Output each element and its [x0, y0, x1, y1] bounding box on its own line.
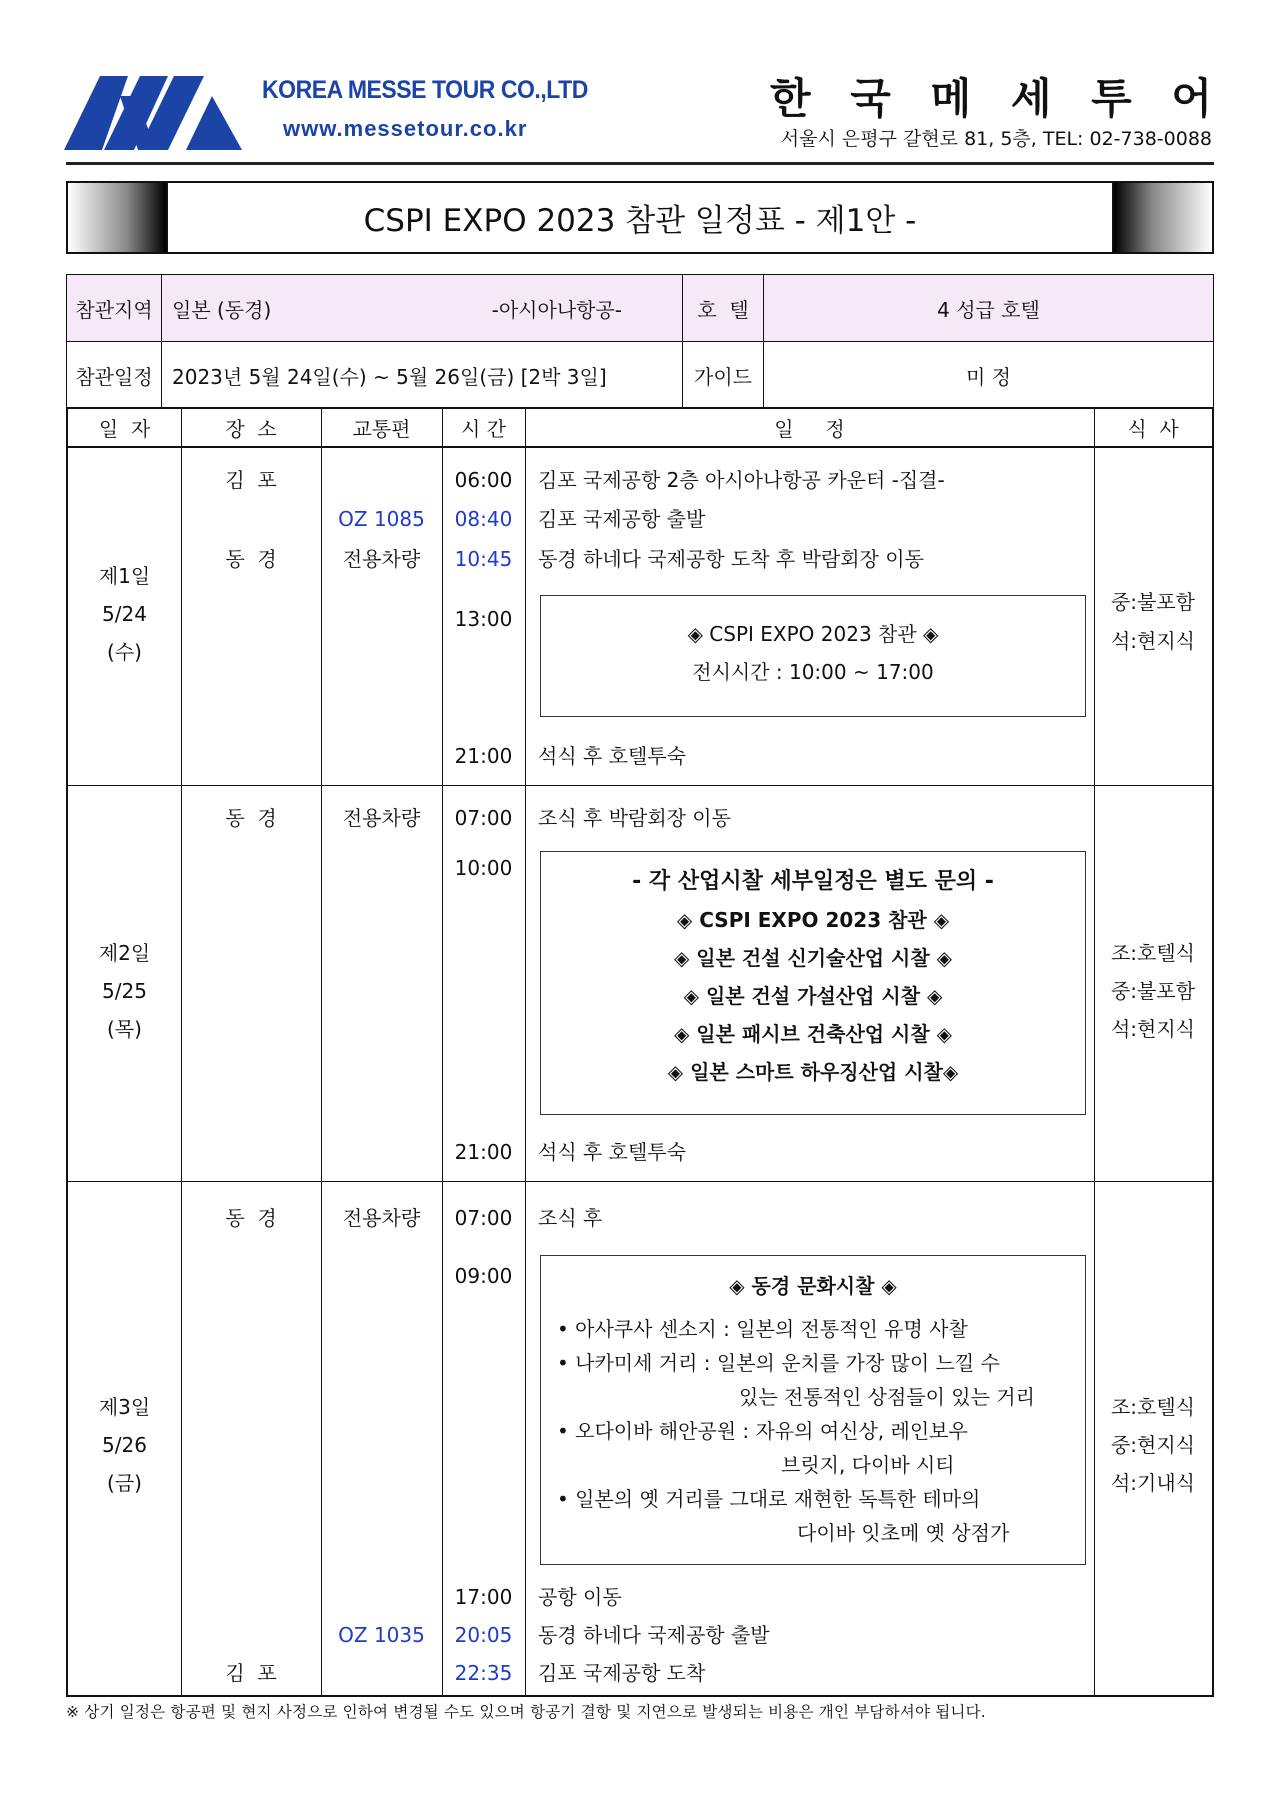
box-heading: ◈ 동경 문화시찰 ◈ — [729, 1274, 897, 1298]
meal: 중:불포함 — [1110, 979, 1196, 1003]
footnote: ※ 상기 일정은 항공편 및 현지 사정으로 인하여 변경될 수도 있으며 항공기 결항 및 지연으로 발생되는 비용은 개인 부담하셔야 됩니다. — [66, 1703, 986, 1721]
place: 동 경 — [225, 547, 277, 571]
bullet-item-continuation: 브릿지, 다이바 시티 — [781, 1453, 955, 1477]
place: 김 포 — [225, 1661, 277, 1685]
region-cell — [162, 275, 683, 342]
highlight-box — [540, 595, 1086, 717]
column-header-schedule: 일 정 — [774, 417, 845, 441]
column-divider — [321, 409, 322, 1695]
box-line: ◈ CSPI EXPO 2023 참관 ◈ — [676, 908, 950, 932]
time: 10:00 — [454, 856, 513, 880]
schedule-item: 석식 후 호텔투숙 — [538, 1140, 686, 1164]
time: 21:00 — [454, 744, 513, 768]
guide-value: 미 정 — [764, 342, 1214, 409]
meal: 중:불포함 — [1110, 590, 1196, 614]
day-divider — [68, 1181, 1212, 1182]
place: 김 포 — [225, 468, 277, 492]
column-header-meals: 식 사 — [1127, 417, 1179, 441]
company-url: www.messetour.co.kr — [283, 116, 528, 141]
day-weekday: (목) — [107, 1017, 142, 1041]
time: 21:00 — [454, 1140, 513, 1164]
airline-value: -아시아나항공- — [491, 297, 622, 322]
box-line: ◈ 일본 건설 신기술산업 시찰 ◈ — [673, 946, 953, 970]
column-header-date: 일 자 — [98, 417, 151, 441]
company-name-char: 한 — [770, 74, 811, 123]
meal: 중:현지식 — [1110, 1433, 1196, 1457]
box-line: ◈ CSPI EXPO 2023 참관 ◈ — [687, 622, 939, 646]
company-name-char: 메 — [930, 74, 972, 123]
day-weekday: (수) — [107, 640, 142, 664]
column-header-transport: 교통편 — [352, 417, 411, 441]
time: 08:40 — [454, 507, 513, 531]
time: 07:00 — [454, 1206, 513, 1230]
box-bullet-list — [557, 1312, 1035, 1550]
meal: 석:현지식 — [1110, 1017, 1196, 1041]
day-label: 제2일 — [98, 941, 151, 965]
meal: 조:호텔식 — [1110, 1395, 1196, 1419]
hotel-label: 호 텔 — [683, 275, 764, 342]
day-date: 5/24 — [102, 602, 147, 626]
bullet-item: • 아사쿠사 센소지 : 일본의 전통적인 유명 사찰 — [557, 1317, 968, 1341]
bullet-item: • 일본의 옛 거리를 그대로 재현한 독특한 테마의 — [557, 1487, 981, 1511]
bullet-item: • 오다이바 해안공원 : 자유의 여신상, 레인보우 — [557, 1419, 968, 1443]
box-heading: - 각 산업시찰 세부일정은 별도 문의 - — [632, 869, 994, 894]
company-logo — [64, 76, 242, 150]
time: 17:00 — [454, 1585, 513, 1609]
schedule-item: 조식 후 — [538, 1206, 603, 1230]
day-date: 5/26 — [102, 1433, 147, 1457]
column-header-place: 장 소 — [225, 417, 277, 441]
guide-label: 가이드 — [683, 342, 764, 409]
box-line: ◈ 일본 건설 가설산업 시찰 ◈ — [683, 984, 943, 1008]
highlight-box — [540, 1255, 1086, 1565]
schedule-table — [66, 407, 1214, 1697]
box-line: ◈ 일본 스마트 하우징산업 시찰◈ — [667, 1060, 959, 1084]
title-gradient-left — [68, 183, 168, 252]
schedule-item: 김포 국제공항 출발 — [538, 507, 706, 531]
company-name-char: 투 — [1091, 74, 1132, 123]
period-value: 2023년 5월 24일(수) ~ 5월 26일(금) [2박 3일] — [162, 342, 683, 409]
time: 20:05 — [454, 1623, 513, 1647]
company-name-char: 어 — [1171, 74, 1212, 123]
region-value: 일본 (동경) — [172, 297, 272, 322]
meal: 조:호텔식 — [1110, 941, 1196, 965]
schedule-item: 조식 후 박람회장 이동 — [538, 806, 731, 830]
place: 동 경 — [225, 806, 277, 830]
company-address: 서울시 은평구 갈현로 81, 5층, TEL: 02-738-0088 — [780, 128, 1212, 150]
period-label: 참관일정 — [67, 342, 162, 409]
transport: 전용차량 — [342, 806, 421, 830]
time: 22:35 — [454, 1661, 513, 1685]
flight-number: OZ 1035 — [338, 1623, 425, 1647]
transport: 전용차량 — [342, 1206, 421, 1230]
schedule-item: 동경 하네다 국제공항 출발 — [538, 1623, 770, 1647]
bullet-item-continuation: 다이바 잇초메 옛 상점가 — [797, 1521, 1010, 1545]
day-divider — [68, 785, 1212, 786]
meal: 석:현지식 — [1110, 629, 1196, 653]
header-divider — [66, 162, 1214, 165]
company-name-char: 세 — [1010, 74, 1052, 123]
column-header-time: 시 간 — [461, 417, 506, 441]
header-row-divider — [68, 446, 1212, 448]
info-table — [66, 274, 1214, 409]
box-line: ◈ 일본 패시브 건축산업 시찰 ◈ — [673, 1022, 953, 1046]
time: 13:00 — [454, 607, 513, 631]
day-weekday: (금) — [107, 1471, 142, 1495]
column-divider — [181, 409, 182, 1695]
time: 10:45 — [454, 547, 513, 571]
column-divider — [442, 409, 443, 1695]
schedule-item: 김포 국제공항 2층 아시아나항공 카운터 -집결- — [538, 468, 945, 492]
title-gradient-right — [1112, 183, 1212, 252]
bullet-item: • 나카미세 거리 : 일본의 운치를 가장 많이 느낄 수 — [557, 1351, 1000, 1375]
column-divider — [525, 409, 526, 1695]
meal: 석:기내식 — [1110, 1471, 1196, 1495]
company-name-kr — [770, 66, 1212, 126]
transport: 전용차량 — [342, 547, 421, 571]
title-banner — [66, 181, 1214, 254]
schedule-item: 석식 후 호텔투숙 — [538, 744, 686, 768]
day-label: 제1일 — [98, 564, 151, 588]
time: 09:00 — [454, 1264, 513, 1288]
company-name-char: 국 — [850, 74, 891, 123]
time: 06:00 — [454, 468, 513, 492]
schedule-item: 공항 이동 — [538, 1585, 622, 1609]
company-name-en: KOREA MESSE TOUR CO.,LTD — [262, 76, 588, 104]
time: 07:00 — [454, 806, 513, 830]
highlight-box — [540, 851, 1086, 1115]
box-line: 전시시간 : 10:00 ~ 17:00 — [692, 660, 934, 684]
page-title: CSPI EXPO 2023 참관 일정표 - 제1안 - — [363, 203, 917, 239]
schedule-item: 동경 하네다 국제공항 도착 후 박람회장 이동 — [538, 547, 924, 571]
place: 동 경 — [225, 1206, 277, 1230]
region-label: 참관지역 — [67, 275, 162, 342]
bullet-item-continuation: 있는 전통적인 상점들이 있는 거리 — [739, 1385, 1035, 1409]
schedule-item: 김포 국제공항 도착 — [538, 1661, 706, 1685]
day-date: 5/25 — [102, 979, 147, 1003]
hotel-value: 4 성급 호텔 — [764, 275, 1214, 342]
day-label: 제3일 — [98, 1395, 151, 1419]
flight-number: OZ 1085 — [338, 507, 425, 531]
